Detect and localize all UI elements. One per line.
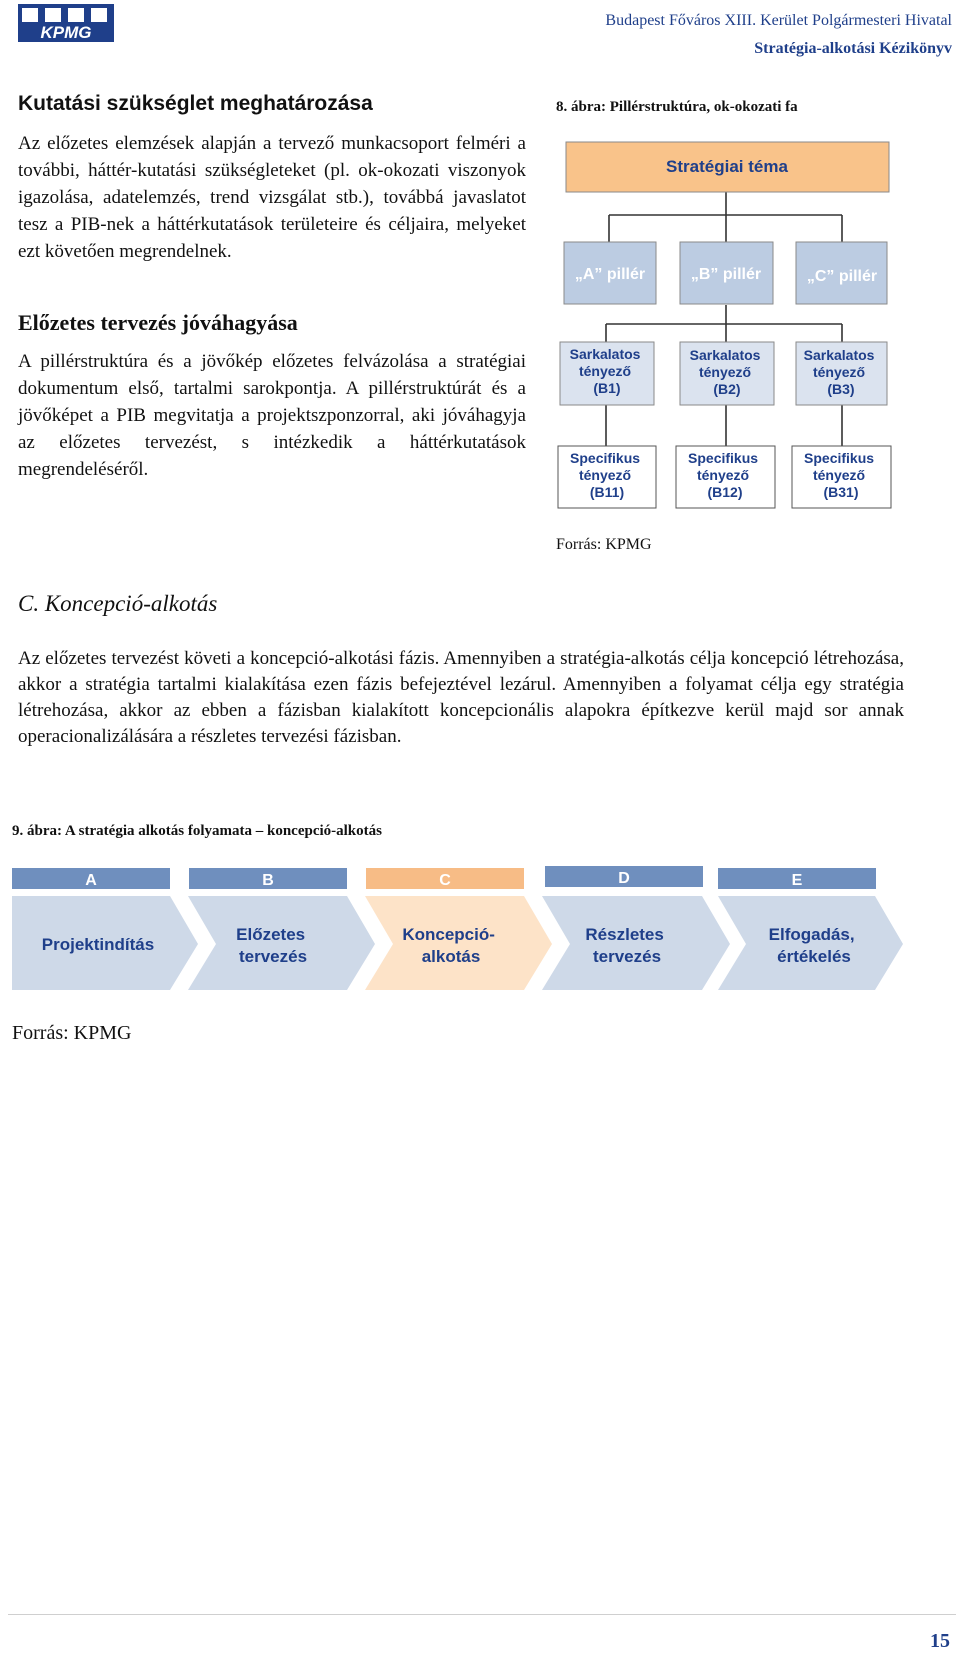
- footer-divider: [8, 1614, 956, 1615]
- specific-factor-b11-label: Specifikus tényező (B11): [570, 450, 641, 500]
- step-e-label: Elfogadás, értékelés: [768, 925, 855, 966]
- kpmg-logo: [18, 4, 114, 42]
- pillar-b-label: „B” pillér: [690, 266, 762, 283]
- header-institution: Budapest Főváros XIII. Kerület Polgármesteri Hivatal: [605, 12, 952, 29]
- key-factor-b1-label: Sarkalatos tényező (B1): [569, 346, 641, 396]
- section-body-preliminary-approval: A pillérstruktúra és a jövőkép előzetes felvázolása a stratégiai dokumentum első, tartalmi sarokpontja. A pillérstruktúrát és a jövőképet a PIB megvitatja a projektszponzorral, aki jóváhagyja az előzetes tervezést, s intézkedik a háttérkutatások megrendeléséről.: [18, 351, 526, 480]
- root-node-label: Stratégiai téma: [666, 157, 788, 176]
- figure9-process-diagram: [0, 860, 960, 1000]
- key-factor-b2-label: Sarkalatos tényező (B2): [689, 347, 761, 397]
- tree-connectors: [606, 192, 842, 446]
- figure9-source: Forrás: KPMG: [12, 1022, 132, 1044]
- step-a-label: Projektindítás: [41, 935, 155, 954]
- key-factor-b3-label: Sarkalatos tényező (B3): [803, 347, 875, 397]
- step-b-letter: B: [262, 872, 274, 889]
- step-e-letter: E: [791, 872, 803, 889]
- figure8-tree-diagram: [550, 130, 900, 515]
- pillar-c-label: „C” pillér: [806, 268, 878, 285]
- figure9-caption: 9. ábra: A stratégia alkotás folyamata – koncepció-alkotás: [12, 823, 382, 839]
- step-b-label: Előzetes tervezés: [236, 925, 308, 966]
- step-c-letter: C: [439, 872, 451, 889]
- specific-factor-b31-label: Specifikus tényező (B31): [804, 450, 875, 500]
- figure8-source: Forrás: KPMG: [556, 536, 652, 553]
- step-d-label: Részletes tervezés: [585, 925, 664, 966]
- page-number: 15: [930, 1630, 950, 1652]
- step-a-letter: A: [85, 872, 97, 889]
- step-d-letter: D: [618, 870, 630, 887]
- section-body-concept: Az előzetes tervezést követi a koncepció-alkotási fázis. Amennyiben a stratégia-alkotás célja koncepció létrehozása, akkor a stratégia tartalmi kialakítása ezen fázis befejeztével lezárul. Amennyiben a folyamat célja egy stratégia létrehozása, akkor az ebben a fázisban kialakított koncepcionális alapokra építkezve kerül majd sor annak operacionalizálására a részletes tervezési fázisban.: [18, 648, 904, 747]
- section-title-research-needs: Kutatási szükséglet meghatározása: [18, 92, 373, 115]
- header-document-title: Stratégia-alkotási Kézikönyv: [754, 40, 952, 57]
- section-title-preliminary-approval: Előzetes tervezés jóváhagyása: [18, 310, 298, 335]
- pillar-a-label: „A” pillér: [574, 266, 646, 283]
- section-title-concept: C. Koncepció-alkotás: [18, 591, 218, 616]
- section-body-research-needs: Az előzetes elemzések alapján a tervező munkacsoport felméri a további, háttér-kutatási szükségleteket (pl. ok-okozati viszonyok igazolása, adatelemzés, trend vizsgálat stb.), továbbá javaslatot tesz a PIB-nek a háttérkutatások területeire és céljaira, melyeket ezt követően megrendelnek.: [18, 133, 526, 262]
- step-c-label: Koncepció- alkotás: [402, 925, 495, 966]
- specific-factor-b12-label: Specifikus tényező (B12): [688, 450, 759, 500]
- logo-text: KPMG: [40, 23, 92, 42]
- figure8-caption: 8. ábra: Pillérstruktúra, ok-okozati fa: [556, 99, 798, 115]
